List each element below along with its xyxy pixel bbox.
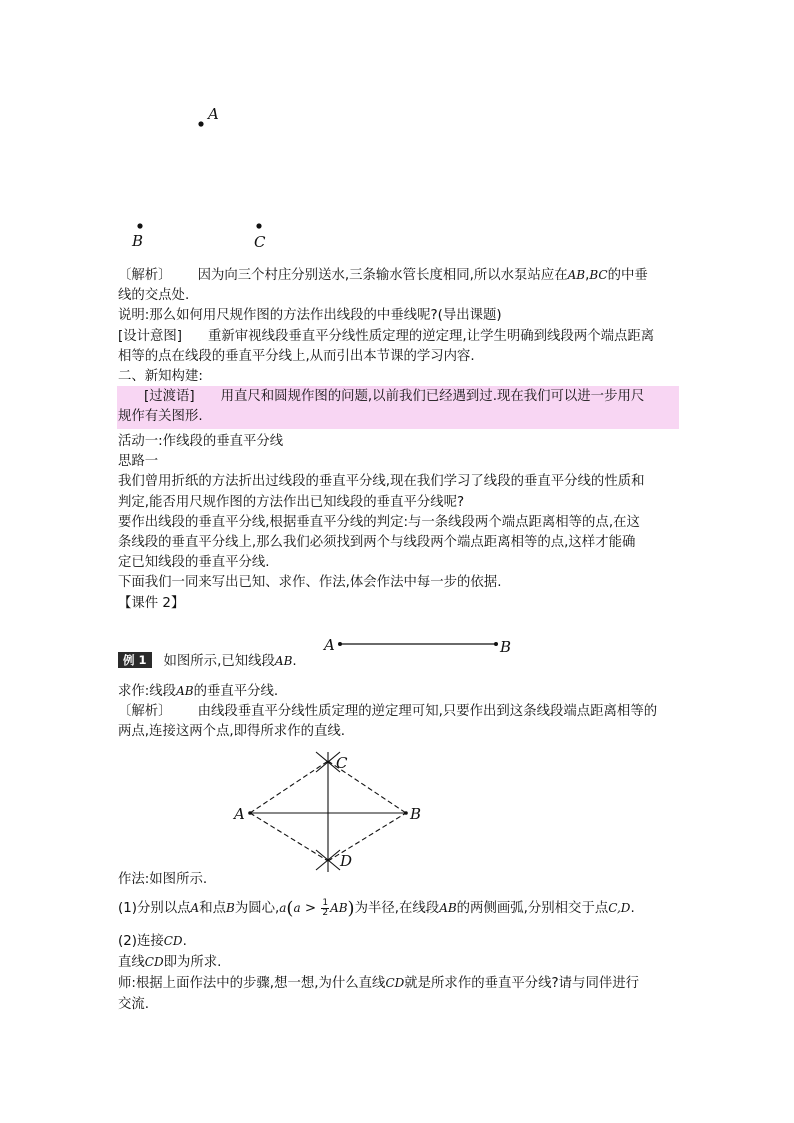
step-1-mid3: 为半径,在线段 bbox=[354, 901, 440, 916]
segment-end-b bbox=[494, 642, 498, 646]
step-1-var-a: A bbox=[190, 901, 200, 915]
step-1-var-ab2: AB bbox=[439, 901, 457, 915]
design-intent-line-2: 相等的点在线段的垂直平分线上,从而引出本节课的学习内容. bbox=[118, 348, 475, 364]
step-2-end: . bbox=[182, 934, 187, 949]
transition-block bbox=[118, 387, 680, 427]
segment-ab-var: AB bbox=[567, 268, 586, 282]
para-3: 下面我们一同来写出已知、求作、作法,体会作法中每一步的依据. bbox=[118, 575, 502, 591]
text-block-example bbox=[118, 651, 680, 672]
step-1-mid1: 和点 bbox=[199, 901, 226, 916]
fraction-numerator: 1 bbox=[322, 897, 329, 908]
transition-line-2: 规作有关图形. bbox=[118, 409, 203, 425]
text-block-step-1 bbox=[118, 898, 680, 919]
teacher-line-2: 交流. bbox=[118, 996, 150, 1012]
design-intent-text: 重新审视线段垂直平分线性质定理的逆定理,让学生明确到线段两个端点距离 bbox=[208, 328, 655, 344]
step-1-paren-close: ) bbox=[347, 898, 355, 919]
step-2-prefix: (2)连接 bbox=[118, 934, 164, 949]
construction-label-b: B bbox=[410, 805, 422, 823]
transition-tag: [过渡语] bbox=[144, 389, 195, 404]
step-1-end: . bbox=[630, 901, 635, 916]
segment-label-b: B bbox=[500, 638, 512, 656]
para-2-line-2: 条线段的垂直平分线上,那么我们必须找到两个与线段两个端点距离相等的点,这样才能确 bbox=[118, 535, 636, 551]
dashed-ad bbox=[250, 813, 328, 861]
dashed-ac bbox=[250, 761, 328, 813]
segment-label-a: A bbox=[324, 636, 335, 654]
point-c-dot bbox=[256, 223, 261, 228]
example-end: . bbox=[292, 654, 297, 669]
construction-label-c: C bbox=[336, 754, 348, 772]
analysis-2-tag: 〔解析〕 bbox=[118, 704, 172, 720]
section-heading: 二、新知构建: bbox=[118, 369, 203, 385]
segment-end-a bbox=[338, 642, 342, 646]
analysis-1-line-2: 线的交点处. bbox=[118, 288, 190, 304]
analysis-tag: 〔解析〕 bbox=[118, 268, 172, 283]
point-a-label: A bbox=[208, 105, 219, 123]
point-c-label: C bbox=[254, 233, 266, 251]
example-var-ab: AB bbox=[274, 654, 293, 668]
idea-label: 思路一 bbox=[118, 454, 159, 470]
analysis-2-text: 由线段垂直平分线性质定理的逆定理可知,只要作出到这条线段端点距离相等的 bbox=[197, 704, 658, 720]
step-1-var-b: B bbox=[225, 901, 235, 915]
note-line: 说明:那么如何用尺规作图的方法作出线段的中垂线呢?(导出课题) bbox=[118, 308, 502, 324]
result-line bbox=[118, 952, 680, 973]
analysis-1-line-1 bbox=[118, 265, 680, 286]
teacher-var-cd: CD bbox=[385, 976, 405, 991]
require-line bbox=[118, 681, 680, 702]
step-1-paren-open: ( bbox=[286, 898, 294, 919]
step-1-gt: > bbox=[300, 901, 321, 916]
step-1-line bbox=[118, 898, 680, 919]
transition-line-1 bbox=[118, 387, 680, 407]
text-block-intro bbox=[118, 265, 680, 387]
step-1-fraction bbox=[321, 899, 329, 918]
teacher-text: 师:根据上面作法中的步骤,想一想,为什么直线 bbox=[118, 976, 386, 992]
teacher-line-1 bbox=[118, 973, 680, 994]
analysis-2-line-1 bbox=[118, 702, 680, 722]
step-1-var-cd: C,D bbox=[608, 901, 631, 915]
design-intent-tag: [设计意图] bbox=[118, 328, 183, 344]
step-1-radius-inner: a bbox=[293, 901, 301, 915]
method-line: 作法:如图所示. bbox=[118, 872, 208, 887]
point-a-end bbox=[248, 811, 252, 815]
step-1-prefix: (1)分别以点 bbox=[118, 901, 191, 916]
teacher-text-end: 就是所求作的垂直平分线?请与同伴进行 bbox=[404, 976, 640, 992]
require-text-end: 的垂直平分线. bbox=[193, 684, 279, 699]
point-a-dot bbox=[198, 121, 203, 126]
point-b-dot bbox=[137, 223, 142, 228]
step-1-var-ab: AB bbox=[330, 901, 348, 915]
para-2-line-3: 定已知线段的垂直平分线. bbox=[118, 555, 270, 571]
text-block-activity bbox=[118, 432, 680, 614]
text-block-require bbox=[118, 681, 680, 743]
text-block-final bbox=[118, 931, 680, 1015]
three-points-figure bbox=[120, 100, 300, 260]
example-text: 如图所示,已知线段 bbox=[163, 654, 275, 669]
transition-text: 用直尺和圆规作图的问题,以前我们已经遇到过.现在我们可以进一步用尺 bbox=[220, 389, 645, 404]
separator: , bbox=[585, 268, 590, 283]
construction-label-a: A bbox=[234, 805, 245, 823]
point-b-label: B bbox=[132, 232, 144, 250]
analysis-text-end: 的中垂 bbox=[607, 268, 648, 283]
result-text-end: 即为所求. bbox=[163, 955, 222, 971]
result-var-cd: CD bbox=[144, 955, 164, 970]
step-1-radius-var: a bbox=[279, 901, 287, 915]
analysis-2-line-2: 两点,连接这两个点,即得所求作的直线. bbox=[118, 724, 346, 740]
perpendicular-bisector-figure bbox=[228, 748, 428, 878]
para-1-line-2: 判定,能否用尺规作图的方法作出已知线段的垂直平分线呢? bbox=[118, 494, 465, 510]
text-block-method bbox=[118, 870, 680, 890]
courseware-label: 【课件 2】 bbox=[118, 595, 185, 611]
require-text: 求作:线段 bbox=[118, 684, 177, 699]
design-intent-line-1 bbox=[118, 327, 680, 347]
step-2-line bbox=[118, 931, 680, 952]
example-badge: 例 1 bbox=[118, 652, 152, 668]
step-1-mid2: 为圆心, bbox=[234, 901, 280, 916]
activity-title: 活动一:作线段的垂直平分线 bbox=[118, 434, 284, 449]
result-text: 直线 bbox=[118, 955, 145, 971]
require-var-ab: AB bbox=[176, 684, 194, 698]
para-2-line-1: 要作出线段的垂直平分线,根据垂直平分线的判定:与一条线段两个端点距离相等的点,在这 bbox=[118, 514, 640, 530]
point-b-end bbox=[404, 811, 408, 815]
step-1-tail: 的两侧画弧,分别相交于点 bbox=[456, 901, 609, 916]
step-2-var-cd: CD bbox=[163, 934, 183, 948]
analysis-text: 因为向三个村庄分别送水,三条输水管长度相同,所以水泵站应在 bbox=[197, 268, 568, 283]
fraction-denominator: 2 bbox=[322, 907, 329, 918]
example-1-line bbox=[118, 651, 680, 672]
construction-label-d: D bbox=[340, 852, 353, 870]
segment-bc-var: BC bbox=[589, 268, 608, 282]
para-1-line-1: 我们曾用折纸的方法折出过线段的垂直平分线,现在我们学习了线段的垂直平分线的性质和 bbox=[118, 474, 645, 490]
